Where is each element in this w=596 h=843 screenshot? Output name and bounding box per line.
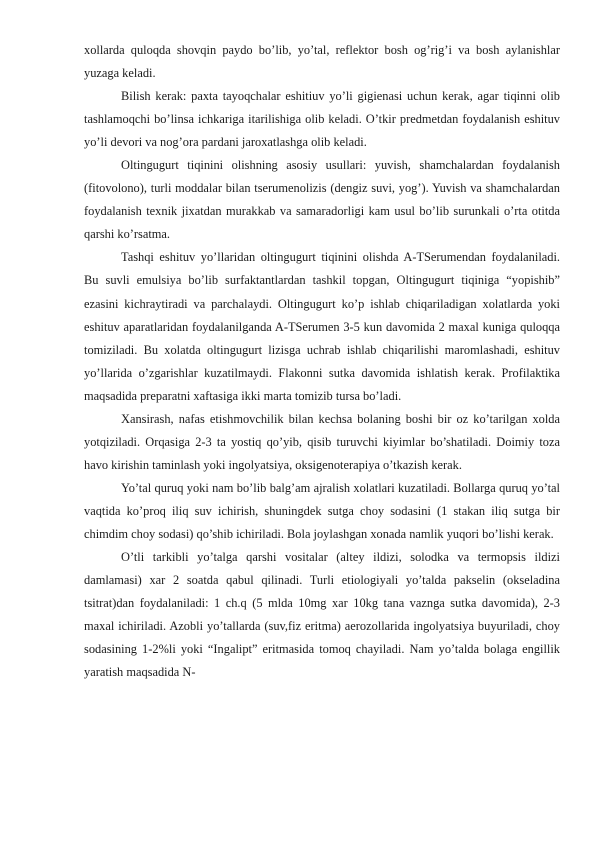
paragraph: Bilish kerak: paxta tayoqchalar eshitiuv yo’li gigienasi uchun kerak, agar tiqinni olib tashlamoqchi bo’linsa ichkariga itarilishiga olib keladi. O’tkir predmetdan foydalanish eshituv yo’li devori va nog’ora pardani jaroxatlashga olib keladi.: [84, 89, 560, 150]
paragraph: xollarda quloqda shovqin paydo bo’lib, yo’tal, reflektor bosh og’rig’i va bosh aylanishlar yuzaga keladi.: [84, 43, 560, 81]
body-text: [84, 39, 560, 684]
paragraph: Xansirash, nafas etishmovchilik bilan kechsa bolaning boshi bir oz ko’tarilgan xolda yotqiziladi. Orqasiga 2-3 ta yostiq qo’yib, qisib turuvchi kiyimlar bo’shatiladi. Doimiy toza havo kirishin taminlash yoki ingolyatsiya, oksigenoterapiya o’tkazish kerak.: [84, 411, 560, 472]
paragraph: Yo’tal quruq yoki nam bo’lib balg’am ajralish xolatlari kuzatiladi. Bollarga quruq yo’tal vaqtida ko’proq iliq suv ichirish, shuningdek sutga choy sodasini (1 stakan iliq sutga bir chimdim choy sodasi) qo’shib ichiriladi. Bola joylashgan xonada namlik yuqori bo’lishi kerak.: [84, 480, 560, 541]
paragraph: O’tli tarkibli yo’talga qarshi vositalar (altey ildizi, solodka va termopsis ildizi damlamasi) xar 2 soatda qabul qilinadi. Turli etiologiyali yo’talda pakselin (okseladina tsitrat)dan foydalaniladi: 1 ch.q (5 mlda 10mg xar 10kg tana vaznga sutka davomida), 2-3 maxal ichiriladi. Azobli yo’tallarda (suv,fiz eritma) aerozollarida ingolyatsiya buyuriladi, choy sodasining 1-2%li yoki “Ingalipt” eritmasida tomoq chayiladi. Nam yo’talda bolaga engillik yaratish maqsadida N-: [84, 550, 560, 680]
paragraph: Oltingugurt tiqinini olishning asosiy usullari: yuvish, shamchalardan foydalanish (fitovolono), turli moddalar bilan tserumenolizis (dengiz suvi, yog’). Yuvish va shamchalardan foydalanish texnik jixatdan murakkab va samaradorligi kam usul bo’lib surunkali o’rta otitda qarshi ko’rsatma.: [84, 158, 560, 242]
paragraph: Tashqi eshituv yo’llaridan oltingugurt tiqinini olishda A-TSerumendan foydalaniladi. Bu suvli emulsiya bo’lib surfaktantlardan tashkil topgan, Oltingugurt tiqiniga “yopishib” ezasini kichraytiradi va parchalaydi. Oltingugurt ko’p ishlab chiqariladigan xolatlarda yoki eshituv aparatlaridan foydalanilganda A-TSerumen 3-5 kun davomida 2 maxal kuniga quloqqa tomiziladi. Bu xolatda oltingugurt lizisga uchrab ishlab chiqarilishi maromlashadi, eshituv yo’llarida o’zgarishlar kuzatilmaydi. Flakonni sutka davomida ishlatish kerak. Profilaktika maqsadida preparatni xaftasiga ikki marta tomizib tursa bo’ladi.: [84, 250, 560, 403]
